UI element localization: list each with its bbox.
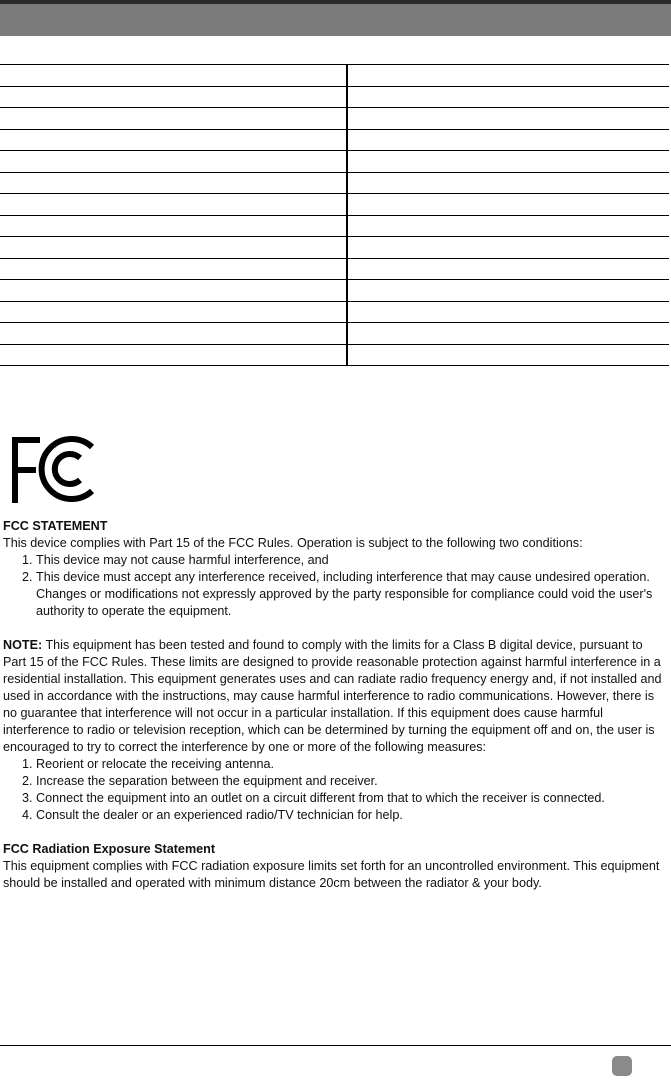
table-cell (0, 129, 347, 151)
note-text: This equipment has been tested and found to comply with the limits for a Class B digital device, pursuant to Part 15 of the FCC Rules. These limits are designed to provide reasonable protection against harmful interference in a residential installation. This equipment generates uses and can radiate radio frequency energy and, if not installed and used in accordance with the instructions, may cause harmful interference to radio communications. However, there is no guarantee that interference will not occur in a particular installation. If this equipment does cause harmful interference to radio or television reception, which can be determined by turning the equipment off and on, the user is encouraged to try to correct the interference by one or more of the following measures: (3, 638, 662, 754)
radiation-text: This equipment complies with FCC radiation exposure limits set forth for an uncontrolled environment. This equipment should be installed and operated with minimum distance 20cm between the radiator & your body. (3, 859, 660, 890)
table-cell (0, 65, 347, 87)
table-cell (0, 172, 347, 194)
table-cell (347, 237, 669, 259)
table-cell (347, 280, 669, 302)
table-cell (0, 194, 347, 216)
table-row (0, 280, 669, 302)
list-item: 1. This device may not cause harmful interference, and (36, 552, 669, 569)
header-bar (0, 0, 671, 36)
radiation-heading: FCC Radiation Exposure Statement (3, 842, 216, 856)
table-cell (347, 86, 669, 108)
table-cell (347, 129, 669, 151)
fcc-document (3, 518, 669, 892)
page-number-badge (612, 1056, 632, 1076)
table-cell (0, 108, 347, 130)
table-row (0, 215, 669, 237)
list-item: 4. Consult the dealer or an experienced radio/TV technician for help. (36, 807, 669, 824)
table-cell (0, 344, 347, 366)
table-row (0, 344, 669, 366)
table-row (0, 301, 669, 323)
table-cell (347, 108, 669, 130)
table-cell (0, 323, 347, 345)
table-cell (0, 258, 347, 280)
table-cell (347, 301, 669, 323)
measures-list (3, 756, 669, 824)
table-row (0, 129, 669, 151)
list-item: 1. Reorient or relocate the receiving antenna. (36, 756, 669, 773)
fcc-statement-heading: FCC STATEMENT (3, 519, 108, 533)
note-label: NOTE: (3, 638, 43, 652)
table-row (0, 65, 669, 87)
table-row (0, 151, 669, 173)
table-cell (347, 151, 669, 173)
note-paragraph (3, 637, 669, 756)
table-cell (347, 172, 669, 194)
table-cell (0, 237, 347, 259)
table-cell (347, 258, 669, 280)
table-row (0, 86, 669, 108)
table-row (0, 258, 669, 280)
list-item: 2. Increase the separation between the equipment and receiver. (36, 773, 669, 790)
table-row (0, 323, 669, 345)
table-cell (347, 344, 669, 366)
table-row (0, 194, 669, 216)
table-row (0, 172, 669, 194)
fcc-conditions-list (3, 552, 669, 620)
table-cell (347, 323, 669, 345)
table-cell (0, 86, 347, 108)
fcc-statement-intro: This device complies with Part 15 of the FCC Rules. Operation is subject to the following two conditions: (3, 536, 583, 550)
list-item: 3. Connect the equipment into an outlet on a circuit different from that to which the receiver is connected. (36, 790, 669, 807)
table-cell (347, 215, 669, 237)
table-row (0, 108, 669, 130)
table-cell (0, 301, 347, 323)
spec-table (0, 64, 669, 366)
table-row (0, 237, 669, 259)
fcc-logo (10, 433, 94, 505)
table-cell (0, 151, 347, 173)
footer-divider (0, 1045, 671, 1046)
list-item: 2. This device must accept any interference received, including interference that may cause undesired operation. Changes or modifications not expressly approved by the party responsible for compliance could void the user's authority to operate the equipment. (36, 569, 669, 620)
table-cell (0, 215, 347, 237)
table-cell (347, 194, 669, 216)
table-cell (0, 280, 347, 302)
table-cell (347, 65, 669, 87)
